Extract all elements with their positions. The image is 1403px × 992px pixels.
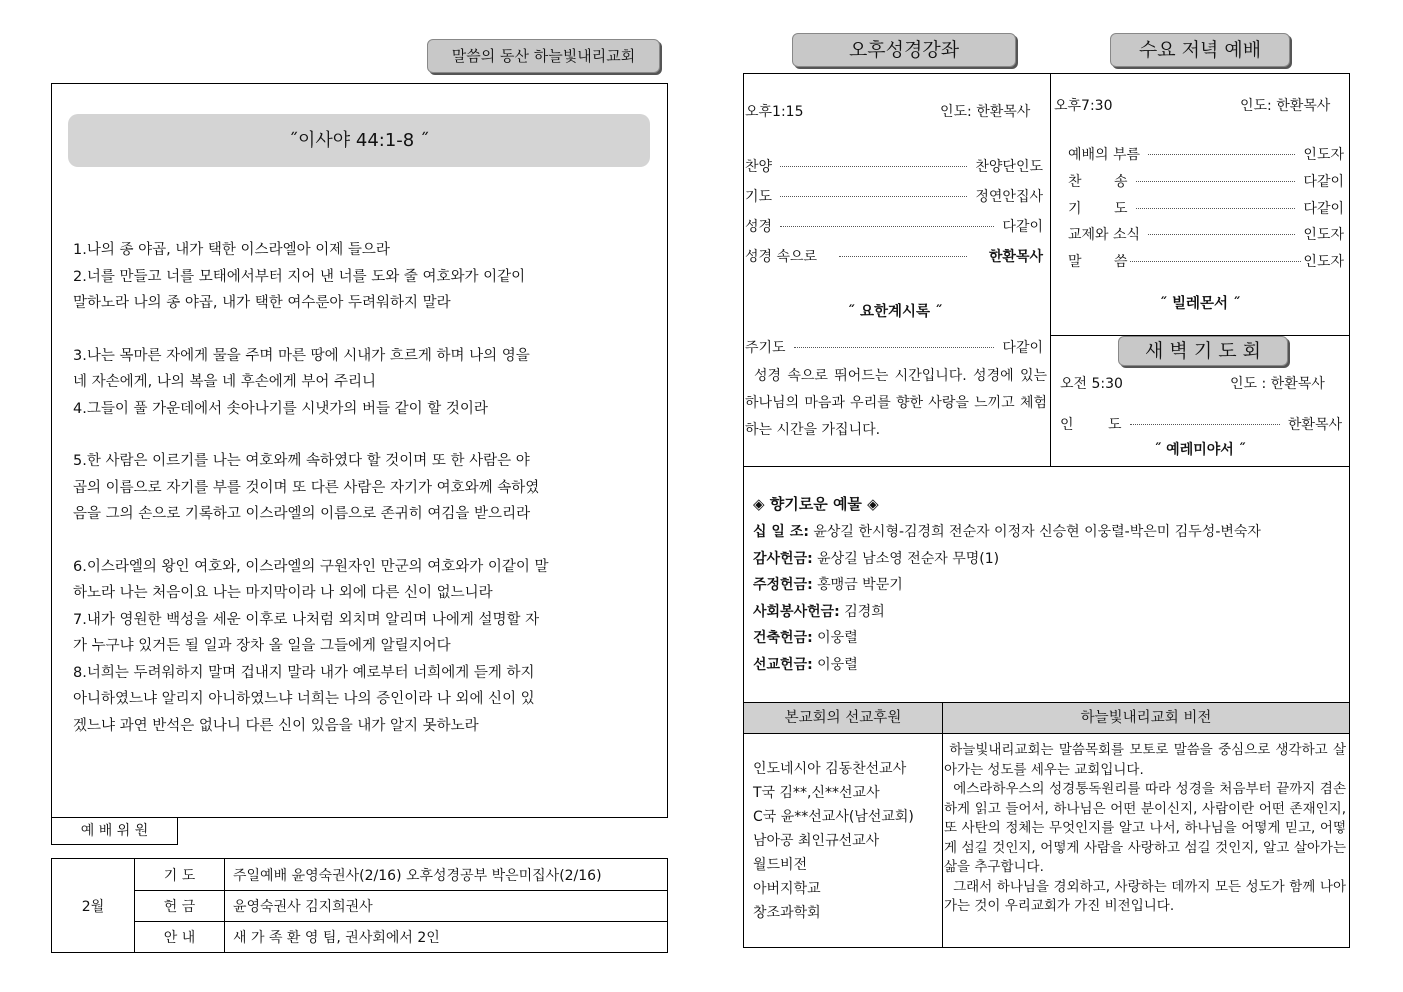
offering-label: 감사헌금: [753, 550, 813, 567]
mission-item: 인도네시아 김동찬선교사 [753, 761, 907, 777]
offering-names: 홍맹금 박문기 [812, 577, 903, 593]
offering-names: 윤상길 한시형-김경희 전순자 이정자 신승현 이웅렬-박은미 김두성-변숙자 [808, 524, 1261, 540]
verse-line: 2.너를 만들고 너를 모태에서부터 지어 낸 너를 도와 줄 여호와가 이같이 [73, 268, 526, 285]
dawn-time: 오전 5:30 [1060, 376, 1123, 392]
mission-item: 아버지학교 [753, 881, 821, 897]
afternoon-closing: 주기도 다같이 [745, 340, 1043, 356]
dawn-item: 인 도 한환목사 [1060, 417, 1342, 433]
afternoon-description: 성경 속으로 뛰어드는 시간입니다. 성경에 있는 하나님의 마음과 우리를 향한 사랑을 느끼고 체험하는 시간을 가집니다. [745, 368, 1047, 438]
offerings-heading: ◈ 향기로운 예물 ◈ [753, 495, 879, 513]
sermon-title: ˝이사야 44:1-8 ˝ [68, 114, 650, 167]
verse-line: 4.그들이 풀 가운데에서 솟아나기를 시냇가의 버들 같이 할 것이라 [73, 400, 488, 417]
committee-month: 2월 [52, 859, 135, 953]
wednesday-item: 기 도 다같이 [1068, 201, 1344, 217]
vision-paragraph: 그래서 하나님을 경외하고, 사랑하는 데까지 모든 성도가 함께 나아가는 것이 우리교회가 가진 비전입니다. [944, 878, 1346, 914]
vision-paragraph: 하늘빛내리교회는 말씀목회를 모토로 말씀을 중심으로 생각하고 살아가는 성도를 세우는 교회입니다. [944, 742, 1346, 778]
offering-row [753, 599, 1261, 626]
offering-row [753, 519, 1261, 546]
verse-line: 7.내가 영원한 백성을 세운 이후로 나처럼 외치며 알리며 나에게 설명할 자 [73, 611, 540, 628]
wednesday-item: 찬 송 다같이 [1068, 174, 1344, 190]
verse-line: 곱의 이름으로 자기를 부를 것이며 또 다른 사람은 자기가 여호와께 속하였 [73, 479, 540, 496]
verse-line: 8.너희는 두려워하지 말며 겁내지 말라 내가 예로부터 너희에게 듣게 하지 [73, 664, 535, 681]
offering-names: 이웅렬 [812, 630, 858, 646]
afternoon-time: 오후1:15 [745, 104, 804, 120]
mission-item: 월드비전 [753, 857, 808, 873]
offering-label: 건축헌금: [753, 630, 813, 646]
offering-row [753, 625, 1261, 652]
mission-item: 창조과학회 [753, 905, 821, 921]
committee-role: 기 도 [135, 859, 225, 891]
committee-value: 윤영숙권사 김지희권사 [225, 891, 668, 922]
offering-row [753, 546, 1261, 573]
wednesday-book: ˝ 빌레몬서 ˝ [1159, 296, 1241, 312]
verse-line: 아니하였느냐 알리지 아니하였느냐 너희는 나의 증인이라 나 외에 신이 있 [73, 691, 535, 707]
committee-value: 새 가 족 환 영 팀, 권사회에서 2인 [225, 922, 668, 953]
verse-line: 겠느냐 과연 반석은 없나니 다른 신이 있음을 내가 알지 못하노라 [73, 717, 479, 734]
afternoon-book: ˝ 요한계시록 ˝ [847, 304, 943, 320]
committee-label: 예 배 위 원 [51, 817, 178, 845]
missions-header: 본교회의 선교후원 [744, 703, 942, 733]
offering-label: 주정헌금: [753, 577, 813, 593]
committee-table [51, 858, 668, 953]
verse-line: 1.나의 종 야곱, 내가 택한 이스라엘아 이제 들으라 [73, 242, 390, 258]
wednesday-time: 오후7:30 [1054, 98, 1113, 114]
mission-item: 남아공 최인규선교사 [753, 833, 880, 849]
afternoon-item: 성경 속으로 한환목사 [745, 249, 1043, 265]
wednesday-heading: 수요 저녁 예배 [1110, 33, 1290, 67]
offering-row [753, 652, 1261, 679]
afternoon-item: 찬양 찬양단인도 [745, 159, 1043, 175]
offering-label: 사회봉사헌금: [753, 603, 840, 620]
afternoon-heading: 오후성경강좌 [792, 33, 1016, 67]
offering-label: 선교헌금: [753, 656, 813, 673]
offering-names: 윤상길 남소영 전순자 무명(1) [812, 550, 1000, 567]
vision-text [944, 741, 1351, 917]
vision-paragraph: 에스라하우스의 성경통독원리를 따라 성경을 처음부터 끝까지 겸손하게 읽고 들어서, 하나님은 어떤 분이신지, 사람이란 어떤 존재인지, 또 사탄의 정체는 무엇인지를 알고 나서, 하나님을 어떻게 믿고, 어떻게 섬길 것인지, 어떻게 사람을 사랑하고 섬길 것인지, 알고 살아가는 삶을 추구합니다. [944, 781, 1351, 875]
verse-line: 하노라 나는 처음이요 나는 마지막이라 나 외에 다른 신이 없느니라 [73, 585, 493, 601]
offerings-list [753, 519, 1261, 678]
sermon-text [73, 237, 661, 739]
church-header: 말씀의 동산 하늘빛내리교회 [427, 39, 660, 73]
wednesday-item: 교제와 소식 인도자 [1068, 227, 1344, 243]
mission-item: T국 김**,신**선교사 [753, 785, 880, 801]
verse-line: 5.한 사람은 이르기를 나는 여호와께 속하였다 할 것이며 또 한 사람은 야 [73, 453, 530, 469]
dawn-book: ˝ 예레미야서 ˝ [1154, 442, 1246, 458]
afternoon-item: 성경 다같이 [745, 219, 1043, 235]
offering-names: 김경희 [839, 603, 885, 620]
verse-line: 가 누구냐 있거든 될 일과 장차 올 일을 그들에게 알릴지어다 [73, 638, 451, 654]
dawn-leader: 인도 : 한환목사 [1230, 376, 1325, 392]
dawn-heading: 새 벽 기 도 회 [1118, 336, 1288, 366]
afternoon-leader: 인도: 한환목사 [940, 104, 1031, 120]
offering-label: 십 일 조: [753, 524, 809, 540]
vision-header: 하늘빛내리교회 비전 [943, 703, 1349, 733]
mission-item: C국 윤**선교사(남선교회) [753, 809, 914, 825]
committee-role: 헌 금 [135, 891, 225, 922]
wednesday-item: 예배의 부름 인도자 [1068, 147, 1344, 163]
verse-line: 네 자손에게, 나의 복을 네 후손에게 부어 주리니 [73, 374, 377, 390]
offering-names: 이웅렬 [812, 656, 858, 673]
missions-list [753, 757, 914, 925]
afternoon-item: 기도 정연안집사 [745, 189, 1043, 205]
wednesday-item: 말 씀 인도자 [1068, 254, 1344, 270]
committee-value: 주일예배 윤영숙권사(2/16) 오후성경공부 박은미집사(2/16) [225, 859, 668, 891]
verse-line: 말하노라 나의 종 야곱, 내가 택한 여수룬아 두려워하지 말라 [73, 295, 451, 311]
verse-line: 음을 그의 손으로 기록하고 이스라엘의 이름으로 존귀히 여김을 받으리라 [73, 506, 531, 522]
wednesday-leader: 인도: 한환목사 [1240, 98, 1331, 114]
verse-line: 6.이스라엘의 왕인 여호와, 이스라엘의 구원자인 만군의 여호와가 이같이 말 [73, 558, 549, 575]
offering-row [753, 572, 1261, 599]
committee-role: 안 내 [135, 922, 225, 953]
verse-line: 3.나는 목마른 자에게 물을 주며 마른 땅에 시내가 흐르게 하며 나의 영을 [73, 347, 530, 364]
